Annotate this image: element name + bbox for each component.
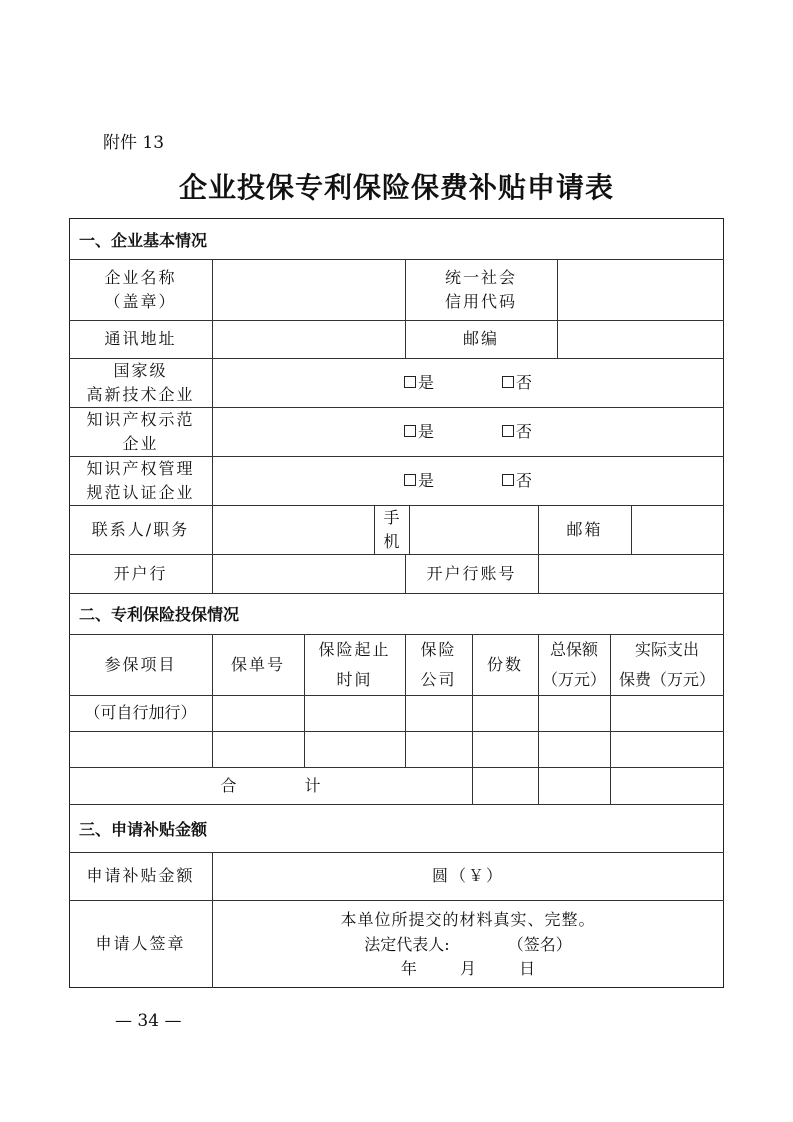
checkbox-icon [404, 376, 416, 388]
ip-management-label [69, 456, 212, 505]
label-line: 机 [383, 531, 400, 551]
table-row[interactable] [213, 696, 723, 731]
col-header-actual-premium [610, 634, 724, 695]
label-line: 企业 [122, 433, 159, 453]
signature-field[interactable] [450, 932, 508, 950]
checkbox-icon [502, 376, 514, 388]
label-line: 企业名称 [104, 267, 177, 287]
col-header-project: 参保项目 [104, 654, 177, 674]
bank-account-field[interactable] [539, 555, 723, 593]
subsidy-amount-label: 申请补贴金额 [86, 866, 195, 885]
total-label [69, 767, 472, 804]
option-label: 是 [417, 470, 434, 490]
page-number: — 34 — [115, 1011, 182, 1031]
credit-code-label [405, 259, 557, 320]
hightech-no-checkbox[interactable] [502, 371, 532, 395]
col-header-total-coverage [538, 634, 610, 695]
header-line: （万元） [541, 669, 606, 689]
address-field[interactable] [213, 321, 405, 358]
credit-code-field[interactable] [558, 260, 723, 320]
label-line: 手 [383, 507, 400, 527]
date-year: 年 [400, 958, 417, 978]
mobile-label [374, 505, 409, 554]
bank-account-label: 开户行账号 [426, 563, 517, 583]
mobile-field[interactable] [410, 506, 538, 554]
sign-hint: （签名） [507, 934, 572, 954]
header-line: 实际支出 [634, 639, 699, 659]
table-row[interactable] [70, 732, 723, 767]
subsidy-amount-field[interactable]: 圆（￥） [431, 866, 504, 885]
ip-management-options [212, 456, 724, 505]
hightech-yes-checkbox[interactable] [404, 371, 434, 395]
ip-mgmt-no-checkbox[interactable] [502, 469, 532, 493]
applicant-signature-label: 申请人签章 [95, 934, 186, 953]
ip-mgmt-yes-checkbox[interactable] [404, 469, 434, 493]
option-label: 是 [417, 421, 434, 441]
email-label: 邮箱 [566, 519, 603, 539]
legal-representative-line [364, 932, 571, 957]
company-name-label [69, 259, 212, 320]
form-title: 企业投保专利保险保费补贴申请表 [178, 171, 614, 204]
postcode-field[interactable] [558, 321, 723, 358]
bank-field[interactable] [213, 555, 405, 593]
total-char: 合 [220, 775, 237, 795]
header-line: 保费（万元） [618, 669, 715, 689]
option-label: 否 [516, 421, 533, 441]
address-label: 通讯地址 [104, 329, 177, 348]
contact-label: 联系人/职务 [91, 519, 190, 539]
col-header-copies: 份数 [486, 654, 523, 674]
attachment-label: 附件 13 [103, 133, 165, 153]
bank-label: 开户行 [113, 563, 168, 583]
checkbox-icon [404, 474, 416, 486]
label-line: 知识产权管理 [86, 458, 195, 478]
col-header-insurer [405, 634, 472, 695]
date-month: 月 [459, 958, 476, 978]
section-heading-basic-info: 一、企业基本情况 [79, 230, 208, 250]
date-line[interactable] [401, 957, 535, 981]
ip-demo-yes-checkbox[interactable] [404, 420, 434, 444]
label-line: 高新技术企业 [86, 384, 195, 404]
section-heading-subsidy: 三、申请补贴金额 [79, 819, 208, 839]
checkbox-icon [502, 474, 514, 486]
label-line: （盖章） [104, 291, 177, 311]
header-line: 公司 [420, 669, 457, 689]
col-header-period [304, 634, 405, 695]
total-char: 计 [304, 775, 321, 795]
ip-demo-options [212, 407, 724, 456]
option-label: 否 [516, 372, 533, 392]
section-heading-insurance: 二、专利保险投保情况 [79, 605, 240, 624]
contact-field[interactable] [213, 506, 374, 554]
legal-rep-label: 法定代表人: [364, 934, 450, 954]
label-line: 信用代码 [444, 291, 517, 311]
header-line: 时间 [336, 669, 373, 689]
hightech-enterprise-label [69, 358, 212, 407]
ip-demo-enterprise-label [69, 407, 212, 456]
date-day: 日 [519, 958, 536, 978]
postcode-label: 邮编 [462, 329, 499, 348]
email-field[interactable] [632, 506, 723, 554]
checkbox-icon [502, 425, 514, 437]
declaration-statement: 本单位所提交的材料真实、完整。 [340, 909, 596, 929]
header-line: 保险起止 [318, 639, 391, 659]
row-hint: （可自行加行） [84, 703, 197, 722]
label-line: 知识产权示范 [86, 409, 195, 429]
header-line: 总保额 [549, 639, 598, 659]
col-header-policy-no: 保单号 [230, 654, 285, 674]
hightech-options [212, 358, 724, 407]
checkbox-icon [404, 425, 416, 437]
company-name-field[interactable] [213, 260, 405, 320]
label-line: 国家级 [113, 360, 168, 380]
label-line: 统一社会 [444, 267, 517, 287]
ip-demo-no-checkbox[interactable] [502, 420, 532, 444]
option-label: 是 [417, 372, 434, 392]
declaration [212, 900, 724, 988]
header-line: 保险 [420, 639, 457, 659]
label-line: 规范认证企业 [86, 482, 195, 502]
option-label: 否 [516, 470, 533, 490]
